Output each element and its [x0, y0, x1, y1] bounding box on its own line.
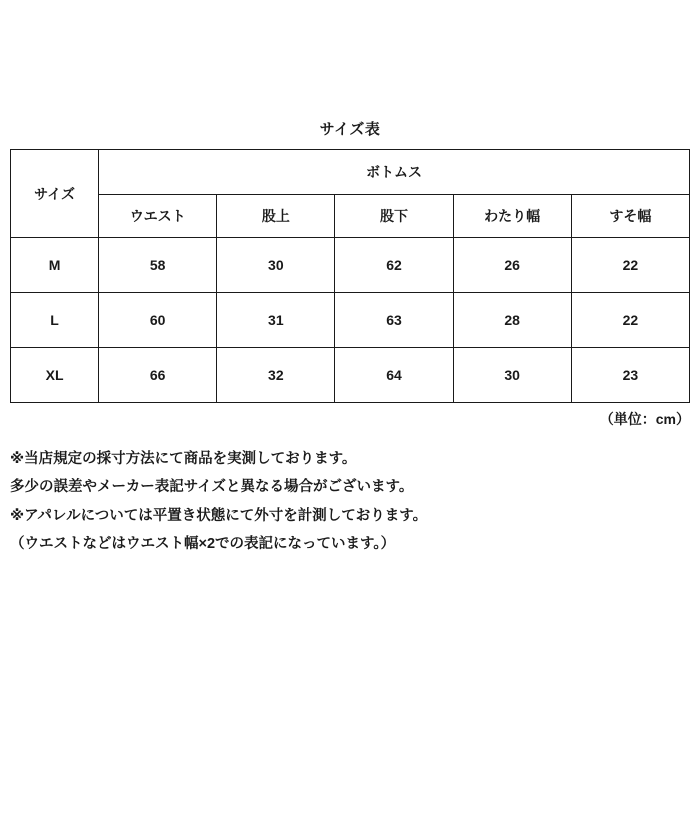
header-waist: ウエスト [99, 195, 217, 238]
cell-thigh-width: 30 [453, 348, 571, 403]
table-header-group-row [11, 150, 690, 195]
header-inseam: 股下 [335, 195, 453, 238]
cell-inseam: 63 [335, 293, 453, 348]
page-title: サイズ表 [319, 121, 381, 138]
cell-inseam: 64 [335, 348, 453, 403]
cell-waist: 60 [99, 293, 217, 348]
cell-waist: 58 [99, 238, 217, 293]
header-bottoms: ボトムス [99, 150, 690, 195]
cell-thigh-width: 28 [453, 293, 571, 348]
cell-size: L [11, 293, 99, 348]
size-chart-page [0, 118, 700, 818]
cell-inseam: 62 [335, 238, 453, 293]
cell-size: M [11, 238, 99, 293]
table-header-columns-row [11, 195, 690, 238]
note-line: 多少の誤差やメーカー表記サイズと異なる場合がございます。 [10, 479, 414, 496]
header-thigh-width: わたり幅 [453, 195, 571, 238]
unit-note: （単位：cm） [599, 411, 690, 427]
note-line: ※アパレルについては平置き状態にて外寸を計測しております。 [10, 507, 428, 524]
cell-hem-width: 23 [571, 348, 689, 403]
notes-block [10, 445, 690, 558]
note-line: ※当店規定の採寸方法にて商品を実測しております。 [10, 451, 357, 467]
header-hem-width: すそ幅 [571, 195, 689, 238]
header-size: サイズ [11, 150, 99, 238]
cell-thigh-width: 26 [453, 238, 571, 293]
cell-hem-width: 22 [571, 293, 689, 348]
cell-size: XL [11, 348, 99, 403]
cell-rise: 30 [217, 238, 335, 293]
table-row [11, 348, 690, 403]
note-line: （ウエストなどはウエスト幅×2での表記になっています。） [10, 535, 396, 552]
cell-hem-width: 22 [571, 238, 689, 293]
size-table [10, 149, 690, 403]
table-row [11, 293, 690, 348]
table-row [11, 238, 690, 293]
cell-rise: 32 [217, 348, 335, 403]
header-rise: 股上 [217, 195, 335, 238]
cell-waist: 66 [99, 348, 217, 403]
cell-rise: 31 [217, 293, 335, 348]
